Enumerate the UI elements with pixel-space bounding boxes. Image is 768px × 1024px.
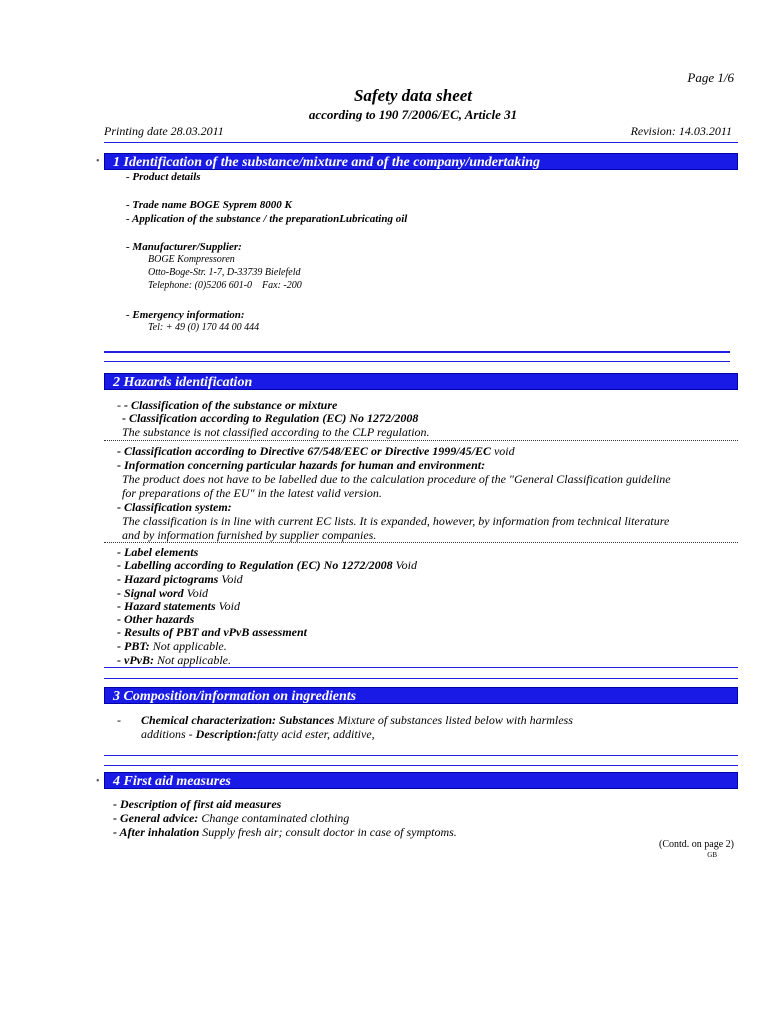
after-inhalation-value: Supply fresh air; consult doctor in case of symptoms. bbox=[199, 825, 457, 839]
dotted-separator bbox=[104, 542, 738, 543]
emergency-label: - Emergency information: bbox=[126, 309, 245, 321]
vpvb-value: Not applicable. bbox=[153, 653, 231, 667]
section-3-dash: - bbox=[117, 713, 121, 727]
signal-word-label: - Signal word bbox=[117, 586, 184, 600]
section-2-heading: 2 Hazards identification bbox=[104, 373, 738, 390]
company-telephone: Telephone: (0)5206 601-0 Fax: -200 bbox=[148, 280, 302, 291]
classification-text: - Classification of the substance or mixture bbox=[124, 398, 338, 412]
company-address: Otto-Boge-Str. 1-7, D-33739 Bielefeld bbox=[148, 267, 301, 278]
first-aid-description: - Description of first aid measures bbox=[113, 797, 282, 811]
signal-word-value: Void bbox=[183, 586, 209, 600]
other-hazards: - Other hazards bbox=[117, 612, 195, 626]
description-prefix: additions - bbox=[141, 727, 196, 741]
directive-value: void bbox=[490, 444, 515, 458]
directive-label: - Classification according to Directive 67/548/EEC or Directive 1999/45/EC bbox=[117, 444, 491, 458]
classification-system-text-1: The classification is in line with current EC lists. It is expanded, however, by information from technical literature bbox=[122, 514, 670, 528]
general-advice-label: - General advice: bbox=[113, 811, 199, 825]
chemical-characterization-line bbox=[141, 713, 573, 728]
vpvb-label: - vPvB: bbox=[117, 653, 154, 667]
pictograms-line bbox=[117, 572, 243, 587]
trade-name: - Trade name BOGE Syprem 8000 K bbox=[126, 199, 292, 211]
revision-date: Revision: 14.03.2011 bbox=[630, 124, 732, 138]
not-classified-text: The substance is not classified according to the CLP regulation. bbox=[122, 425, 430, 439]
document-subtitle: according to 190 7/2006/EC, Article 31 bbox=[308, 107, 518, 122]
description-value: fatty acid ester, additive, bbox=[257, 727, 375, 741]
printing-date: Printing date 28.03.2011 bbox=[104, 124, 224, 138]
section-4-heading: 4 First aid measures bbox=[104, 772, 738, 789]
pictograms-value: Void bbox=[218, 572, 243, 586]
description-label: Description: bbox=[195, 727, 258, 741]
classification-system-text-2: and by information furnished by supplier companies. bbox=[122, 528, 377, 542]
classification-label: - - Classification of the substance or mixture bbox=[117, 398, 338, 412]
pictograms-label: - Hazard pictograms bbox=[117, 572, 219, 586]
section-3-rule bbox=[104, 755, 738, 756]
directive-line bbox=[117, 444, 515, 459]
vpvb-line bbox=[117, 653, 231, 668]
dotted-separator bbox=[104, 440, 738, 441]
continued-note: (Contd. on page 2) bbox=[659, 839, 734, 850]
section-2-rule-2 bbox=[104, 678, 738, 679]
hazard-statements-label: - Hazard statements bbox=[117, 599, 216, 613]
hazard-info-text-2: for preparations of the EU" in the latest valid version. bbox=[122, 486, 382, 500]
application: - Application of the substance / the preparationLubricating oil bbox=[126, 213, 408, 225]
section-2-rule bbox=[104, 667, 738, 668]
section-1-heading: 1 Identification of the substance/mixture and of the company/undertaking bbox=[104, 153, 738, 170]
labelling-value: Void bbox=[392, 558, 418, 572]
classification-regulation: - Classification according to Regulation (EC) No 1272/2008 bbox=[122, 411, 419, 425]
page-number: Page 1/6 bbox=[687, 70, 734, 85]
general-advice-value: Change contaminated clothing bbox=[198, 811, 350, 825]
document-title: Safety data sheet bbox=[353, 86, 473, 105]
product-details-label: - Product details bbox=[126, 171, 201, 183]
pbt-label: - PBT: bbox=[117, 639, 150, 653]
manufacturer-label: - Manufacturer/Supplier: bbox=[126, 241, 242, 253]
after-inhalation-label: - After inhalation bbox=[113, 825, 200, 839]
emergency-telephone: Tel: + 49 (0) 170 44 00 444 bbox=[148, 322, 260, 333]
hazard-statements-value: Void bbox=[215, 599, 241, 613]
after-inhalation-line bbox=[113, 825, 457, 840]
description-line bbox=[141, 727, 375, 742]
chemical-characterization-value: Mixture of substances listed below with harmless bbox=[334, 713, 573, 727]
section-3-heading: 3 Composition/information on ingredients bbox=[104, 687, 738, 704]
bullet-icon: • bbox=[96, 776, 100, 787]
pbt-value: Not applicable. bbox=[149, 639, 227, 653]
general-advice-line bbox=[113, 811, 349, 826]
classification-system-label: - Classification system: bbox=[117, 500, 232, 514]
chemical-characterization-label: Chemical characterization: Substances bbox=[141, 713, 335, 727]
pbt-results: - Results of PBT and vPvB assessment bbox=[117, 625, 308, 639]
section-1-rule bbox=[104, 351, 730, 353]
hazard-info-text-1: The product does not have to be labelled due to the calculation procedure of the "General Classification guideline bbox=[122, 472, 671, 486]
hazard-info-label: - Information concerning particular hazards for human and environment: bbox=[117, 458, 486, 472]
company-name: BOGE Kompressoren bbox=[148, 254, 235, 265]
labelling-label: - Labelling according to Regulation (EC) No 1272/2008 bbox=[117, 558, 393, 572]
country-code: GB bbox=[707, 851, 717, 859]
bullet-icon: • bbox=[96, 156, 100, 167]
section-1-rule-2 bbox=[104, 361, 730, 362]
pbt-line bbox=[117, 639, 227, 654]
label-elements: - Label elements bbox=[117, 545, 199, 559]
labelling-line bbox=[117, 558, 417, 573]
section-3-rule-2 bbox=[104, 765, 738, 766]
header-rule bbox=[104, 142, 738, 143]
